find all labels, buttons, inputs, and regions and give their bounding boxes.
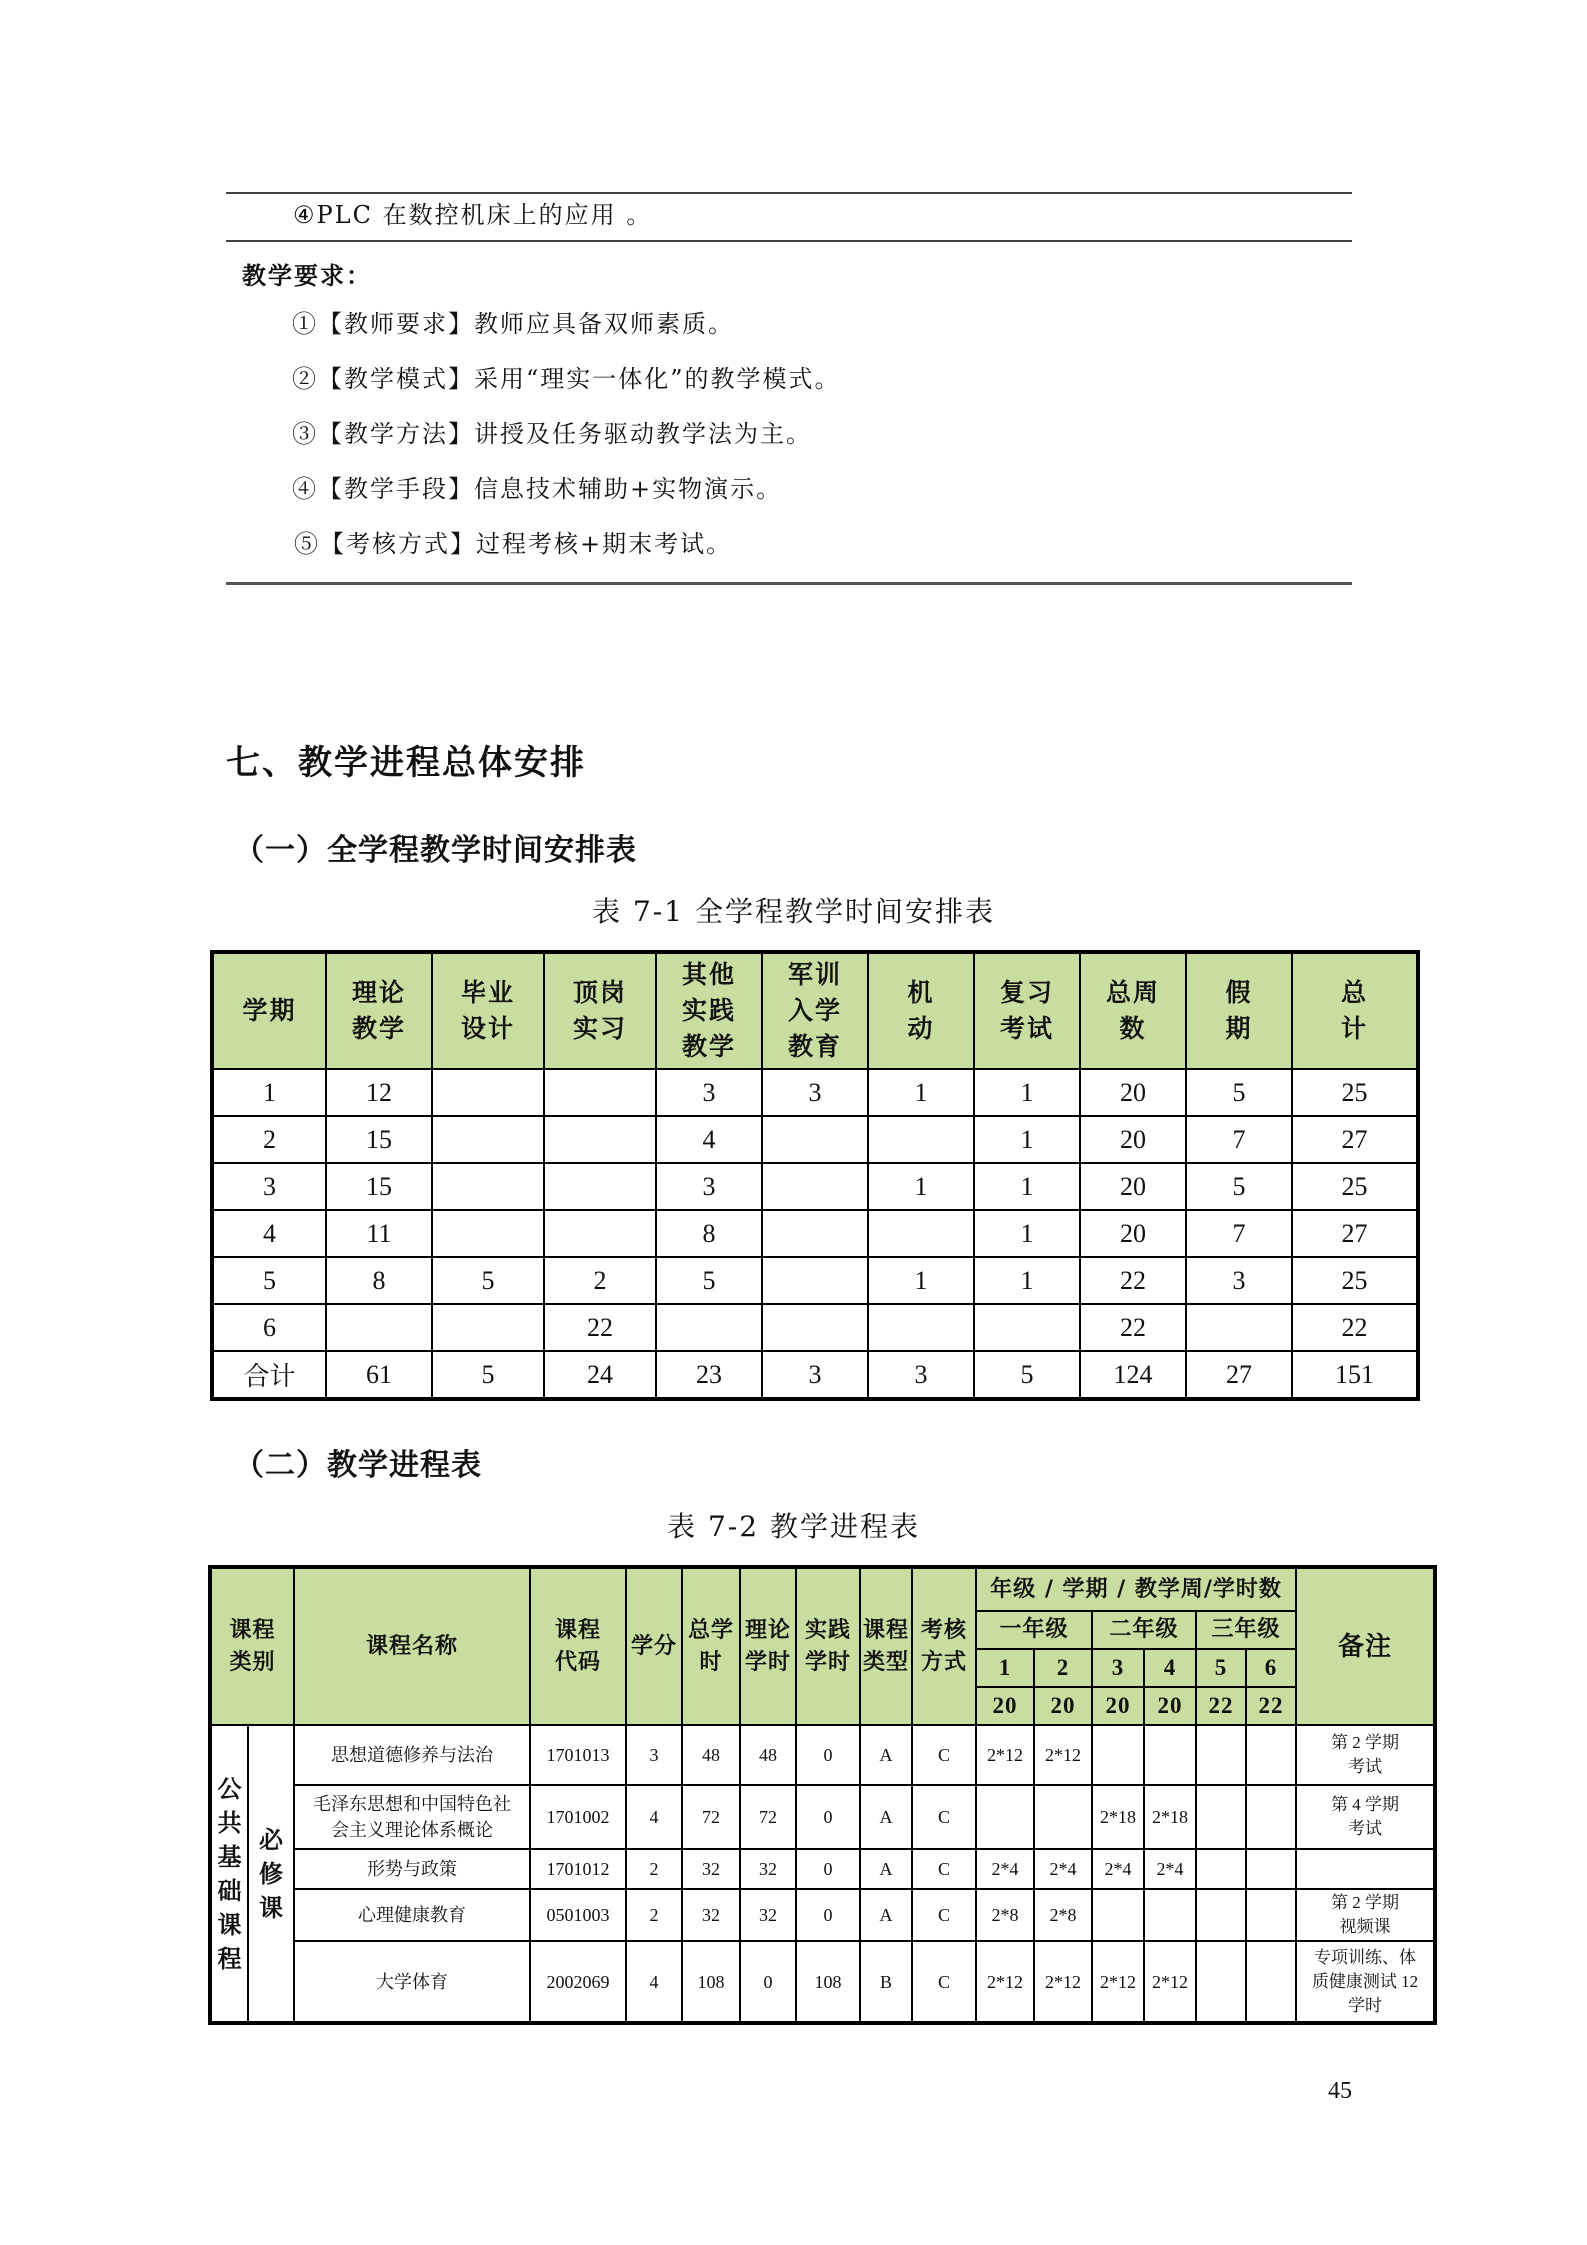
table1-header-cell: 其他 实践 教学	[656, 952, 762, 1069]
table1-cell: 20	[1080, 1210, 1186, 1257]
table1-cell: 3	[868, 1351, 974, 1399]
credit-cell: 4	[626, 1785, 682, 1849]
term-hours-cell: 2*4	[1092, 1849, 1144, 1889]
table1-cell: 3	[656, 1163, 762, 1210]
exam-method-cell: C	[912, 1849, 976, 1889]
table1-cell: 22	[1080, 1304, 1186, 1351]
table1-cell: 15	[326, 1116, 432, 1163]
header-week-cell: 22	[1246, 1687, 1296, 1725]
table1-cell: 61	[326, 1351, 432, 1399]
table1-cell: 4	[212, 1210, 326, 1257]
table1-cell	[544, 1163, 656, 1210]
term-hours-cell: 2*12	[976, 1725, 1034, 1785]
course-code-cell: 0501003	[530, 1889, 626, 1941]
practice-hours-cell: 0	[796, 1849, 860, 1889]
header-year-1: 一年级	[976, 1611, 1092, 1649]
table1-cell	[326, 1304, 432, 1351]
theory-hours-cell: 0	[740, 1941, 796, 2023]
term-hours-cell	[1246, 1941, 1296, 2023]
table1-cell: 5	[1186, 1069, 1292, 1116]
course-type-cell: A	[860, 1785, 912, 1849]
table2-caption: 表 7-2 教学进程表	[667, 1510, 920, 1543]
note-cell	[1296, 1849, 1435, 1889]
bottom-rule	[226, 582, 1352, 585]
table1-cell: 2	[212, 1116, 326, 1163]
requirement-item: ⑤【考核方式】过程考核+期末考试。	[294, 530, 733, 558]
table1-header-cell: 军训 入学 教育	[762, 952, 868, 1069]
table1-row	[212, 1210, 1418, 1257]
term-hours-cell	[1034, 1785, 1092, 1849]
table1-cell	[432, 1116, 544, 1163]
table1-cell: 25	[1292, 1257, 1418, 1304]
page-number: 45	[1328, 2078, 1352, 2104]
note-cell: 专项训练、体 质健康测试 12 学时	[1296, 1941, 1435, 2023]
exam-method-cell: C	[912, 1785, 976, 1849]
table1-cell: 合计	[212, 1351, 326, 1399]
table1-cell: 25	[1292, 1163, 1418, 1210]
table1-cell: 5	[212, 1257, 326, 1304]
course-type-cell: B	[860, 1941, 912, 2023]
table1-row	[212, 1116, 1418, 1163]
table1-caption: 表 7-1 全学程教学时间安排表	[592, 895, 995, 928]
term-hours-cell: 2*18	[1144, 1785, 1196, 1849]
table1-cell: 1	[974, 1257, 1080, 1304]
term-hours-cell	[1092, 1725, 1144, 1785]
header-week-cell: 20	[976, 1687, 1034, 1725]
table1-header-cell: 理论 教学	[326, 952, 432, 1069]
course-type-cell: A	[860, 1849, 912, 1889]
table1-header-cell: 总 计	[1292, 952, 1418, 1069]
header-credit: 学分	[626, 1567, 682, 1725]
course-name-cell: 思想道德修养与法治	[294, 1725, 530, 1785]
table1-cell: 22	[544, 1304, 656, 1351]
table1-header-cell: 总周 数	[1080, 952, 1186, 1069]
term-hours-cell	[1144, 1725, 1196, 1785]
total-hours-cell: 72	[682, 1785, 740, 1849]
term-hours-cell	[1196, 1849, 1246, 1889]
term-hours-cell: 2*8	[976, 1889, 1034, 1941]
theory-hours-cell: 32	[740, 1849, 796, 1889]
term-hours-cell: 2*12	[1144, 1941, 1196, 2023]
course-type-cell: A	[860, 1725, 912, 1785]
term-hours-cell: 2*4	[1034, 1849, 1092, 1889]
header-term-cell: 5	[1196, 1649, 1246, 1687]
table1-cell: 5	[432, 1351, 544, 1399]
table1-cell	[868, 1116, 974, 1163]
table1-cell: 24	[544, 1351, 656, 1399]
term-hours-cell	[1092, 1889, 1144, 1941]
section-title: 七、教学进程总体安排	[226, 743, 586, 783]
table1-cell: 1	[868, 1069, 974, 1116]
table1-cell	[432, 1069, 544, 1116]
table1-cell: 5	[1186, 1163, 1292, 1210]
header-note: 备注	[1296, 1567, 1435, 1725]
table1-cell: 22	[1080, 1257, 1186, 1304]
table1-cell: 27	[1292, 1116, 1418, 1163]
course-name-cell: 毛泽东思想和中国特色社 会主义理论体系概论	[294, 1785, 530, 1849]
table1-cell: 3	[212, 1163, 326, 1210]
course-row	[210, 1725, 1435, 1785]
term-hours-cell	[1196, 1725, 1246, 1785]
header-course-code: 课程 代码	[530, 1567, 626, 1725]
term-hours-cell: 2*4	[976, 1849, 1034, 1889]
header-theory-hours: 理论 学时	[740, 1567, 796, 1725]
table1-cell	[544, 1210, 656, 1257]
table1-cell	[432, 1210, 544, 1257]
table1-cell: 11	[326, 1210, 432, 1257]
requirement-item: ①【教师要求】教师应具备双师素质。	[292, 310, 734, 338]
theory-hours-cell: 32	[740, 1889, 796, 1941]
course-row	[210, 1785, 1435, 1849]
table1-cell	[974, 1304, 1080, 1351]
requirement-item: ②【教学模式】采用“理实一体化”的教学模式。	[292, 365, 841, 393]
table1-header-cell: 机 动	[868, 952, 974, 1069]
note-cell: 第 2 学期 视频课	[1296, 1889, 1435, 1941]
category-main-cell: 公 共 基 础 课 程	[210, 1725, 248, 2023]
plc-content-line: ④PLC 在数控机床上的应用 。	[293, 201, 653, 229]
subsection-title-1: （一）全学程教学时间安排表	[234, 833, 637, 868]
credit-cell: 2	[626, 1849, 682, 1889]
term-hours-cell	[1196, 1941, 1246, 2023]
course-name-cell: 心理健康教育	[294, 1889, 530, 1941]
table1-cell: 5	[974, 1351, 1080, 1399]
table1-header-cell: 顶岗 实习	[544, 952, 656, 1069]
term-hours-cell: 2*8	[1034, 1889, 1092, 1941]
term-hours-cell	[1144, 1889, 1196, 1941]
table1-row	[212, 1257, 1418, 1304]
course-code-cell: 1701002	[530, 1785, 626, 1849]
header-course-type: 课程 类型	[860, 1567, 912, 1725]
header-year-2: 二年级	[1092, 1611, 1196, 1649]
exam-method-cell: C	[912, 1941, 976, 2023]
table1-row	[212, 1304, 1418, 1351]
term-hours-cell	[1246, 1889, 1296, 1941]
time-arrangement-table	[210, 950, 1420, 1401]
teaching-requirements-title: 教学要求：	[242, 262, 372, 290]
note-cell: 第 2 学期 考试	[1296, 1725, 1435, 1785]
term-hours-cell	[1196, 1785, 1246, 1849]
practice-hours-cell: 108	[796, 1941, 860, 2023]
table1-cell	[762, 1304, 868, 1351]
table1-row	[212, 1351, 1418, 1399]
table1-cell	[762, 1210, 868, 1257]
subsection-title-2: （二）教学进程表	[234, 1448, 482, 1483]
theory-hours-cell: 48	[740, 1725, 796, 1785]
total-hours-cell: 108	[682, 1941, 740, 2023]
course-code-cell: 1701012	[530, 1849, 626, 1889]
term-hours-cell: 2*12	[1034, 1941, 1092, 2023]
table1-cell	[432, 1304, 544, 1351]
total-hours-cell: 32	[682, 1849, 740, 1889]
term-hours-cell	[1246, 1849, 1296, 1889]
table1-cell: 20	[1080, 1069, 1186, 1116]
table1-cell: 1	[868, 1257, 974, 1304]
note-cell: 第 4 学期 考试	[1296, 1785, 1435, 1849]
header-week-cell: 20	[1034, 1687, 1092, 1725]
header-course-name: 课程名称	[294, 1567, 530, 1725]
exam-method-cell: C	[912, 1725, 976, 1785]
table1-cell: 3	[762, 1069, 868, 1116]
table1-cell: 23	[656, 1351, 762, 1399]
term-hours-cell	[976, 1785, 1034, 1849]
header-term-cell: 4	[1144, 1649, 1196, 1687]
table1-cell: 27	[1292, 1210, 1418, 1257]
credit-cell: 4	[626, 1941, 682, 2023]
table1-cell: 3	[656, 1069, 762, 1116]
header-grade-term: 年级 / 学期 / 教学周/学时数	[976, 1567, 1296, 1611]
requirement-item: ③【教学方法】讲授及任务驱动教学法为主。	[292, 420, 812, 448]
theory-hours-cell: 72	[740, 1785, 796, 1849]
course-requirements-box	[226, 192, 1352, 585]
header-year-3: 三年级	[1196, 1611, 1296, 1649]
term-hours-cell	[1246, 1785, 1296, 1849]
table1-cell: 124	[1080, 1351, 1186, 1399]
table1-cell: 5	[656, 1257, 762, 1304]
table1-cell: 27	[1186, 1351, 1292, 1399]
table1-cell	[1186, 1304, 1292, 1351]
credit-cell: 2	[626, 1889, 682, 1941]
table1-cell	[868, 1304, 974, 1351]
table2-header-row-1	[210, 1567, 1435, 1611]
table1-cell: 151	[1292, 1351, 1418, 1399]
table1-cell	[762, 1257, 868, 1304]
header-category: 课程 类别	[210, 1567, 294, 1725]
table1-cell: 15	[326, 1163, 432, 1210]
table1-cell: 1	[974, 1210, 1080, 1257]
table1-cell: 4	[656, 1116, 762, 1163]
table1-cell: 7	[1186, 1210, 1292, 1257]
header-total-hours: 总学 时	[682, 1567, 740, 1725]
header-term-cell: 6	[1246, 1649, 1296, 1687]
category-sub-cell: 必 修 课	[248, 1725, 294, 2023]
header-exam-method: 考核 方式	[912, 1567, 976, 1725]
course-row	[210, 1889, 1435, 1941]
header-term-cell: 2	[1034, 1649, 1092, 1687]
practice-hours-cell: 0	[796, 1785, 860, 1849]
table1-cell: 12	[326, 1069, 432, 1116]
table1-cell	[868, 1210, 974, 1257]
table1-cell: 7	[1186, 1116, 1292, 1163]
course-row	[210, 1941, 1435, 2023]
header-term-cell: 1	[976, 1649, 1034, 1687]
table1-cell: 5	[432, 1257, 544, 1304]
table1-header-cell: 假 期	[1186, 952, 1292, 1069]
table1-header-cell: 复习 考试	[974, 952, 1080, 1069]
course-name-cell: 形势与政策	[294, 1849, 530, 1889]
table1-cell: 1	[868, 1163, 974, 1210]
term-hours-cell: 2*12	[976, 1941, 1034, 2023]
table1-header-row	[212, 952, 1418, 1069]
table1-cell: 1	[974, 1116, 1080, 1163]
course-type-cell: A	[860, 1889, 912, 1941]
table1-cell	[544, 1116, 656, 1163]
table1-cell: 1	[974, 1069, 1080, 1116]
table1-cell: 1	[212, 1069, 326, 1116]
table1-cell	[656, 1304, 762, 1351]
exam-method-cell: C	[912, 1889, 976, 1941]
term-hours-cell: 2*4	[1144, 1849, 1196, 1889]
table1-cell: 1	[974, 1163, 1080, 1210]
table1-cell: 8	[656, 1210, 762, 1257]
table1-cell: 20	[1080, 1163, 1186, 1210]
table1-cell	[544, 1069, 656, 1116]
header-week-cell: 22	[1196, 1687, 1246, 1725]
term-hours-cell: 2*18	[1092, 1785, 1144, 1849]
total-hours-cell: 48	[682, 1725, 740, 1785]
table1-row	[212, 1069, 1418, 1116]
table1-cell: 8	[326, 1257, 432, 1304]
table1-cell: 22	[1292, 1304, 1418, 1351]
table1-cell: 20	[1080, 1116, 1186, 1163]
header-week-cell: 20	[1092, 1687, 1144, 1725]
requirement-item: ④【教学手段】信息技术辅助+实物演示。	[292, 475, 783, 503]
total-hours-cell: 32	[682, 1889, 740, 1941]
header-practice-hours: 实践 学时	[796, 1567, 860, 1725]
term-hours-cell	[1196, 1889, 1246, 1941]
table1-header-cell: 毕业 设计	[432, 952, 544, 1069]
table1-cell	[432, 1163, 544, 1210]
teaching-progress-table	[208, 1565, 1437, 2025]
course-name-cell: 大学体育	[294, 1941, 530, 2023]
term-hours-cell: 2*12	[1092, 1941, 1144, 2023]
table1-cell: 3	[762, 1351, 868, 1399]
header-week-cell: 20	[1144, 1687, 1196, 1725]
practice-hours-cell: 0	[796, 1889, 860, 1941]
header-term-cell: 3	[1092, 1649, 1144, 1687]
table1-cell	[762, 1163, 868, 1210]
table1-row	[212, 1163, 1418, 1210]
table1-cell: 6	[212, 1304, 326, 1351]
table1-cell	[762, 1116, 868, 1163]
practice-hours-cell: 0	[796, 1725, 860, 1785]
table1-cell: 2	[544, 1257, 656, 1304]
course-code-cell: 1701013	[530, 1725, 626, 1785]
term-hours-cell	[1246, 1725, 1296, 1785]
table1-cell: 3	[1186, 1257, 1292, 1304]
course-code-cell: 2002069	[530, 1941, 626, 2023]
table1-header-cell: 学期	[212, 952, 326, 1069]
table1-cell: 25	[1292, 1069, 1418, 1116]
course-row	[210, 1849, 1435, 1889]
credit-cell: 3	[626, 1725, 682, 1785]
term-hours-cell: 2*12	[1034, 1725, 1092, 1785]
